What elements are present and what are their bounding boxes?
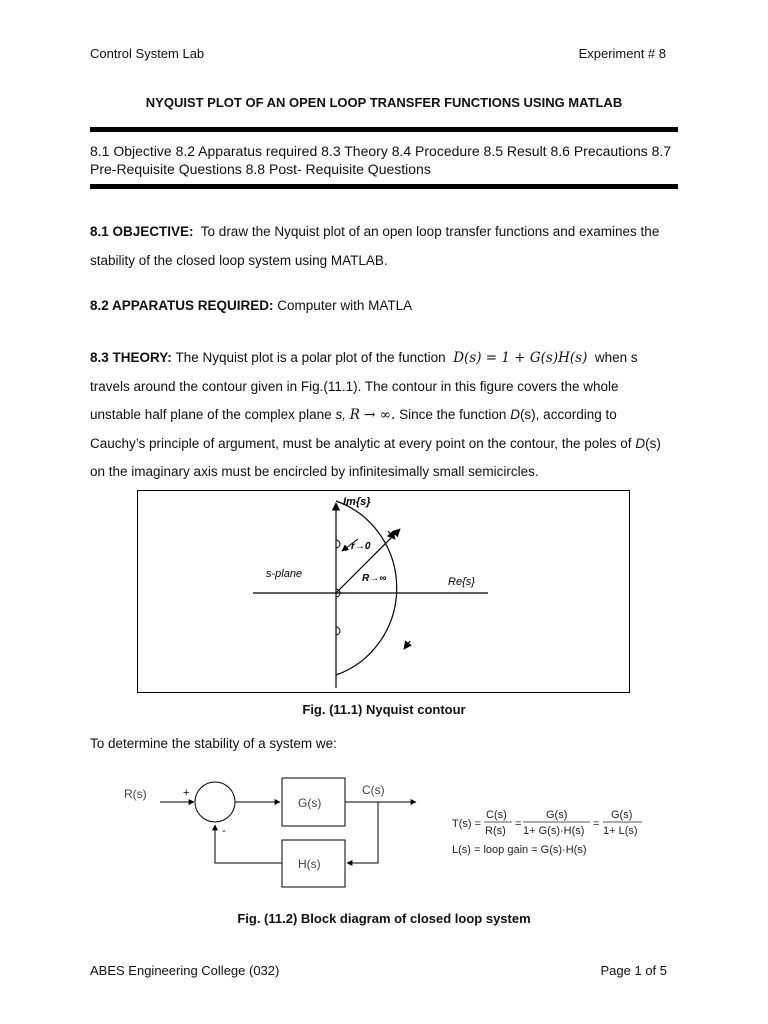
contour-semicircle [336, 501, 397, 675]
plus-sign: + [183, 787, 190, 799]
theory-formula: D(s) = 1 + G(s)H(s) [453, 350, 588, 366]
theory-line-3r: R → ∞. [349, 407, 396, 423]
frac1-num: C(s) [486, 809, 507, 821]
bottom-divider [90, 184, 678, 189]
feedback-block-label: H(s) [298, 857, 321, 871]
theory-line-3c: (s), according to [519, 407, 617, 422]
footer-page-number: Page 1 of 5 [600, 963, 667, 978]
eq-sign-3: = [593, 818, 600, 830]
block-diagram [110, 770, 650, 895]
top-divider [90, 127, 678, 132]
theory-line-2: travels around the contour given in Fig.(11.1). The contour in this figure covers the whole [90, 378, 619, 394]
theory-line-3d: D [510, 407, 520, 422]
frac2-num: G(s) [546, 809, 568, 821]
feedback-in-line [347, 802, 378, 863]
objective-text-2: stability of the closed loop system using MATLAB. [90, 252, 388, 268]
R-label: R→∞ [362, 573, 387, 584]
apparatus-section [90, 292, 678, 321]
header-course: Control System Lab [90, 46, 205, 61]
nyquist-contour-diagram [138, 491, 628, 691]
summing-junction [195, 782, 235, 822]
theory-line-5: on the imaginary axis must be encircled by infinitesimally small semicircles. [90, 464, 539, 479]
apparatus-heading: 8.2 APPARATUS REQUIRED: [90, 298, 274, 313]
theory-line-4b: (s) [645, 435, 661, 451]
footer-college: ABES Engineering College (032) [90, 963, 280, 978]
stability-intro: To determine the stability of a system we: [90, 736, 337, 751]
output-label: C(s) [362, 783, 385, 797]
table-of-contents [90, 142, 690, 178]
theory-section [90, 344, 678, 487]
theory-heading: 8.3 THEORY: [90, 350, 172, 365]
header-experiment: Experiment # 8 [578, 46, 666, 61]
objective-heading: 8.1 OBJECTIVE: [90, 224, 194, 239]
s-plane-label: s-plane [266, 568, 303, 580]
theory-line-3b: Since the function [399, 407, 507, 422]
toc-line-1: 8.1 Objective 8.2 Apparatus required 8.3 Theory 8.4 Procedure 8.5 Result 8.6 Precautions 8.7 [90, 143, 672, 159]
theory-line-4 [90, 430, 678, 459]
apparatus-text: Computer with MATLA [277, 298, 413, 313]
figure-2-caption: Fig. (11.2) Block diagram of closed loop system [237, 911, 531, 926]
minus-sign: - [222, 825, 226, 837]
input-label: R(s) [124, 787, 147, 801]
theory-text-1: The Nyquist plot is a polar plot of the function [175, 350, 446, 365]
figure-1-caption: Fig. (11.1) Nyquist contour [302, 702, 466, 717]
nyquist-contour-figure [137, 490, 630, 693]
objective-text-1: To draw the Nyquist plot of an open loop transfer functions and examines the [200, 224, 660, 239]
frac2-den: 1+ G(s)·H(s) [523, 825, 585, 837]
frac1-den: R(s) [485, 825, 506, 837]
transfer-function-equation [452, 809, 642, 856]
eq-T-label: T(s) = [452, 818, 482, 830]
frac3-num: G(s) [611, 809, 633, 821]
objective-section [90, 218, 678, 275]
eq-sign-2: = [515, 818, 522, 830]
frac3-den: 1+ L(s) [603, 825, 638, 837]
forward-block-label: G(s) [298, 796, 322, 810]
theory-line-4a: Cauchy’s principle of argument, must be analytic at every point on the contour, the poles of [90, 435, 632, 451]
theory-line-3a: unstable half plane of the complex plane [90, 407, 332, 422]
loop-gain-equation: L(s) = loop gain = G(s)·H(s) [452, 844, 587, 856]
contour-direction-arrow-lower [404, 641, 410, 649]
document-title: NYQUIST PLOT OF AN OPEN LOOP TRANSFER FUNCTIONS USING MATLAB [145, 95, 623, 110]
theory-line-1 [90, 344, 678, 373]
im-axis-label: Im{s} [343, 496, 371, 508]
r-label: r→0 [351, 541, 371, 552]
re-axis-label: Re{s} [448, 576, 475, 588]
toc-line-2: Pre-Requisite Questions 8.8 Post- Requisite Questions [90, 161, 431, 177]
theory-text-2: when s [594, 350, 638, 365]
theory-line-3s: s, [335, 407, 346, 422]
theory-line-3 [90, 401, 678, 430]
theory-line-4d: D [635, 435, 646, 451]
